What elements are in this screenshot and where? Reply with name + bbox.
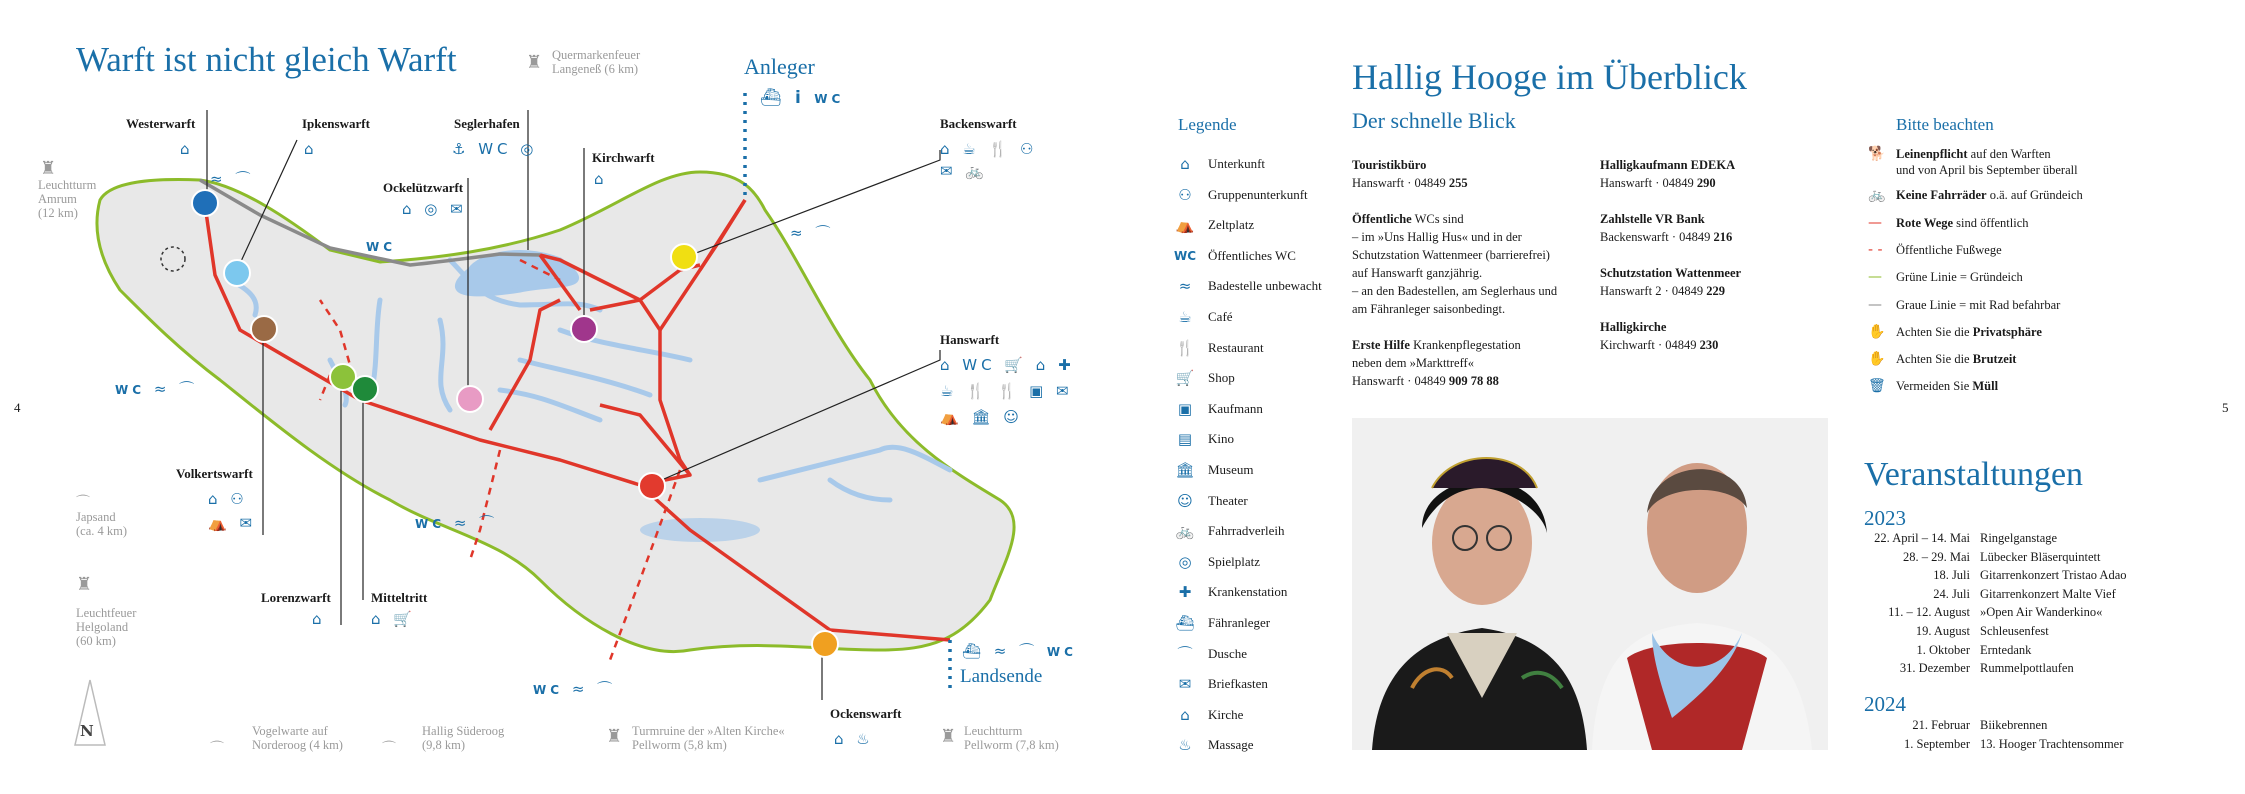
event-title: Schleusenfest [1980, 624, 2049, 638]
event-title: Gitarrenkonzert Malte Vief [1980, 586, 2116, 601]
info-head: Öffentliche [1352, 212, 1412, 226]
note-item [1868, 297, 2060, 313]
wc-icon: WC [1046, 645, 1077, 659]
legend-label: Spielplatz [1208, 553, 1260, 569]
red-dashed-icon: - - [1868, 242, 1883, 258]
info-head: Erste Hilfe [1352, 338, 1410, 352]
legend-label: Kirche [1208, 706, 1244, 722]
info-phone: 229 [1706, 284, 1725, 298]
page-subtitle: Der schnelle Blick [1352, 108, 1516, 133]
landmark-turmruine [632, 724, 785, 752]
notes-title: Bitte beachten [1896, 115, 1994, 134]
legend-label: Öffentliches WC [1208, 247, 1296, 263]
wc-cluster-landsende: ⛴ ≈ ⌒ WC [962, 642, 1077, 660]
mitteltritt-icons: ⌂ 🛒 [371, 610, 416, 628]
legend-label: Fahrradverleih [1208, 523, 1285, 539]
info-phone: 909 78 88 [1448, 374, 1499, 388]
label-ipkenswarft: Ipkenswarft [302, 116, 370, 131]
legend-label: Badestelle unbewacht [1208, 278, 1322, 294]
wc-icon: WC [115, 383, 146, 397]
landmark-line: (ca. 4 km) [76, 524, 128, 538]
grey-line-icon: — [1868, 297, 1882, 313]
landmark-helgoland [76, 606, 136, 648]
label-kirchwarft: Kirchwarft [592, 150, 655, 165]
legend-label: Kino [1208, 431, 1234, 447]
kaufmann-icon: ▣ [1177, 399, 1193, 418]
event-title: Lübecker Bläserquintett [1980, 549, 2101, 564]
event-title: »Open Air Wanderkino« [1980, 605, 2103, 620]
restaurant-icon: 🍴 [1175, 338, 1195, 357]
event-date: 1. September [1904, 736, 1970, 751]
ockeluetzwarft-icons: ⌂ ◎ ✉ [402, 200, 467, 218]
label-seglerhafen: Seglerhafen [454, 116, 520, 131]
note-fragment: Leinenpflicht [1896, 147, 1968, 161]
event-date: 31. Dezember [1899, 661, 1970, 676]
cafe-icon: ☕ [1178, 308, 1192, 326]
island-icon: ⌒ [382, 741, 396, 757]
legend-label: Dusche [1208, 645, 1247, 661]
info-phone: 290 [1696, 176, 1716, 190]
north-label: N [80, 722, 94, 740]
info-head: Schutzstation Wattenmeer [1600, 266, 1742, 280]
page-number-left: 4 [14, 400, 21, 415]
info-text: – an den Badestellen, am Seglerhaus und [1352, 284, 1558, 298]
island-land [97, 172, 1014, 652]
legend-label: Zeltplatz [1208, 217, 1255, 233]
info-text: WCs sind [1411, 212, 1464, 226]
event-title: 13. Hooger Trachtensommer [1980, 736, 2124, 751]
map-title: Warft ist nicht gleich Warft [76, 40, 457, 79]
mail-icon: ✉ [1178, 675, 1192, 694]
ockenswarft-icons: ⌂ ♨ [834, 730, 874, 748]
legend-label: Kaufmann [1208, 400, 1263, 416]
landmark-line: (12 km) [38, 206, 78, 220]
lorenzwarft-icons: ⌂ [312, 610, 326, 628]
note-item [1868, 324, 2042, 340]
note-text [1896, 215, 2029, 231]
legend-label: Theater [1208, 492, 1248, 508]
event-row [1860, 718, 2240, 736]
landmark-line: Vogelwarte auf [252, 724, 328, 738]
landmark-japsand [76, 510, 127, 538]
legend-item [1170, 735, 1254, 755]
event-date: 1. Oktober [1916, 642, 1970, 657]
landmark-line: Langeneß (6 km) [552, 62, 639, 76]
legend-label: Briefkasten [1208, 676, 1268, 692]
swim-icon: ≈ [1178, 277, 1192, 296]
note-fragment: sind öffentlich [1953, 216, 2029, 230]
lighthouse-icon: ♜ [940, 726, 957, 747]
note-text [1896, 351, 2016, 367]
info-text: neben dem »Markttreff« [1352, 356, 1474, 370]
note-fragment: o.ä. auf Gründeich [1986, 188, 2083, 202]
legend-item [1170, 521, 1285, 541]
marker-ockenswarft [811, 630, 839, 658]
legend-item [1170, 429, 1234, 449]
info-zahlstelle [1600, 210, 1840, 246]
bath-cluster-anleger: ≈ ⌒ [790, 224, 835, 242]
event-row [1860, 605, 2240, 623]
event-date: 22. April – 14. Mai [1874, 531, 1970, 545]
photo-couple-in-costume [1352, 418, 1828, 750]
legend-item [1170, 246, 1296, 266]
massage-icon: ♨ [1178, 736, 1192, 755]
marker-hanswarft [638, 472, 666, 500]
note-fragment: Keine Fahrräder [1896, 188, 1987, 202]
legend-item [1170, 552, 1260, 572]
hospital-icon: ✚ [1178, 583, 1192, 602]
event-title: Gitarrenkonzert Tristao Adao [1980, 568, 2127, 583]
note-item [1868, 378, 1998, 394]
landmark-line: Norderoog (4 km) [252, 738, 343, 752]
label-lorenzwarft: Lorenzwarft [261, 590, 331, 605]
landmark-line: Leuchtturm [38, 178, 97, 192]
label-ockeluetzwarft: Ockelützwarft [383, 180, 464, 195]
landmark-line: Japsand [76, 510, 116, 524]
info-column-1 [1352, 156, 1592, 390]
volkertswarft-icons-2: ⛺ ✉ [208, 514, 257, 532]
info-text: am Fähranleger saisonbedingt. [1352, 302, 1506, 316]
events-year-2023: 2023 [1864, 506, 1906, 530]
wc-icon: WC [533, 683, 564, 697]
note-text [1896, 297, 2060, 313]
anleger-icons: ⛴ i WC [760, 88, 845, 108]
event-row [1860, 737, 2240, 755]
legend-label: Massage [1208, 737, 1254, 753]
info-head: Halligkaufmann EDEKA [1600, 158, 1736, 172]
legend-title: Legende [1178, 115, 1237, 134]
event-date: 28. – 29. Mai [1902, 549, 1970, 564]
info-text: Hanswarft · 04849 [1600, 176, 1697, 190]
marker-ockeluetzwarft [456, 385, 484, 413]
hanswarft-icons-1: ⌂ WC 🛒 ⌂ ✚ [940, 356, 1075, 374]
hanswarft-icons-2: ☕ 🍴 🍴 ▣ ✉ [940, 382, 1073, 400]
legend-item [1170, 368, 1235, 388]
kirchwarft-icons: ⌂ [594, 170, 608, 188]
note-fragment: Achten Sie die [1896, 352, 1973, 366]
legend-item [1170, 338, 1264, 358]
landmark-line: Leuchtfeuer [76, 606, 137, 620]
landmark-line: (9,8 km) [422, 738, 466, 752]
landmark-line: Pellworm (5,8 km) [632, 738, 727, 752]
event-row [1860, 643, 2240, 661]
backenswarft-icons-1: ⌂ ☕ 🍴 ⚇ [940, 140, 1038, 158]
legend-item [1170, 215, 1254, 235]
lighthouse-icon: ♜ [40, 158, 57, 179]
event-date: 18. Juli [1933, 568, 1970, 583]
legend-label: Krankenstation [1208, 584, 1288, 600]
info-text: – im »Uns Hallig Hus« und in der [1352, 230, 1522, 244]
events-year-2024: 2024 [1864, 692, 1906, 716]
note-text [1896, 187, 2083, 203]
note-fragment: Grüne Linie = Gründeich [1896, 270, 2023, 284]
note-item [1868, 187, 2083, 203]
note-text [1896, 324, 2042, 340]
info-erste-hilfe [1352, 336, 1592, 390]
event-title: Ringelganstage [1980, 531, 2058, 545]
landmark-line: Pellworm (7,8 km) [964, 738, 1059, 752]
legend-label: Unterkunft [1208, 156, 1266, 171]
page-number-right: 5 [2222, 400, 2229, 415]
info-text: Backenswarft · 04849 [1600, 230, 1714, 244]
event-title: Biikebrennen [1980, 718, 2048, 732]
info-text: auf Hanswarft ganzjährig. [1352, 266, 1483, 280]
note-item [1868, 215, 2029, 231]
note-fragment: und von April bis September überall [1896, 163, 2078, 177]
legend-label: Museum [1208, 462, 1254, 477]
legend-item [1170, 582, 1287, 602]
privacy-icon: ✋ [1868, 324, 1886, 340]
nest-icon: ✋ [1868, 351, 1886, 367]
event-date: 19. August [1915, 624, 1970, 638]
landmark-amrum [38, 178, 96, 220]
note-fragment: Achten Sie die [1896, 325, 1973, 339]
event-date: 24. Juli [1933, 586, 1970, 601]
legend-item [1170, 674, 1268, 694]
landmark-sueeroog [422, 724, 504, 752]
note-text [1896, 242, 2002, 258]
note-fragment: auf den Warften [1967, 147, 2051, 161]
marker-backenswarft [670, 243, 698, 271]
info-phone: 255 [1448, 176, 1468, 190]
note-item [1868, 269, 2023, 285]
note-item [1868, 146, 2078, 178]
legend-label: Shop [1208, 370, 1235, 386]
legend-label: Restaurant [1208, 339, 1264, 355]
legend-item [1170, 491, 1248, 511]
info-phone: 216 [1713, 230, 1733, 244]
event-date: 21. Februar [1912, 718, 1970, 732]
shower-icon: ⌒ [1177, 645, 1193, 664]
theater-icon: ☺ [1177, 491, 1193, 510]
event-row [1860, 550, 2240, 568]
red-line-icon: — [1868, 215, 1882, 231]
marker-westerwarft [191, 189, 219, 217]
legend-item [1170, 613, 1270, 633]
info-text: Schutzstation Wattenmeer (barrierefrei) [1352, 248, 1550, 262]
landmark-line: Hallig Süderoog [422, 724, 505, 738]
legend-label: Fähranleger [1208, 615, 1271, 630]
house-icon: ⌂ [1180, 155, 1190, 173]
note-text [1896, 378, 1998, 394]
no-bike-icon: 🚲 [1868, 187, 1886, 203]
info-head: Zahlstelle VR Bank [1600, 212, 1705, 226]
marker-ipkenswarft [223, 259, 251, 287]
note-text [1896, 269, 2023, 285]
backenswarft-icons-2: ✉ 🚲 [940, 162, 989, 180]
legend-item [1170, 307, 1233, 327]
kino-icon: ▤ [1177, 430, 1193, 449]
note-fragment: Müll [1972, 379, 1999, 393]
landmark-quermarkenfeuer [552, 48, 640, 76]
info-halligkaufmann [1600, 156, 1840, 192]
legend-item [1170, 185, 1308, 205]
label-hanswarft: Hanswarft [940, 332, 1000, 347]
wc-icon: WC [1173, 248, 1197, 263]
note-fragment: Rote Wege [1896, 216, 1954, 230]
green-line-icon: — [1868, 269, 1882, 285]
note-fragment: Öffentliche Fußwege [1896, 243, 2002, 257]
museum-icon: 🏛 [1175, 461, 1195, 479]
bike-icon: 🚲 [1175, 522, 1195, 541]
tent-icon: ⛺ [1175, 216, 1195, 235]
info-head: Touristikbüro [1352, 158, 1427, 172]
lighthouse-icon: ♜ [526, 52, 543, 73]
volkertswarft-icons-1: ⌂ ⚇ [208, 490, 248, 508]
shop-icon: 🛒 [1175, 369, 1195, 388]
sandbank-icon: ⌒ [76, 495, 90, 511]
marker-mitteltritt [351, 375, 379, 403]
landmark-line: (60 km) [76, 634, 116, 648]
wc-icon: WC [415, 517, 446, 531]
info-text: Hanswarft · 04849 [1352, 176, 1449, 190]
legend-item [1170, 399, 1263, 419]
info-text: Kirchwarft · 04849 [1600, 338, 1700, 352]
legend-item [1170, 644, 1247, 664]
info-touristik [1352, 156, 1592, 192]
marker-kirchwarft [570, 315, 598, 343]
westerwarft-bath-icons: ≈ ⌒ [210, 170, 255, 188]
legend-item [1170, 276, 1322, 296]
legend-label: Café [1208, 309, 1233, 324]
legend-item [1170, 705, 1243, 725]
note-item [1868, 242, 2002, 258]
church-icon: ⌂ [1180, 705, 1190, 724]
legend-item [1170, 154, 1265, 174]
wc-cluster-west: WC ≈ ⌒ [115, 380, 199, 398]
legend-label: Gruppenunterkunft [1208, 186, 1308, 202]
event-row [1860, 587, 2240, 605]
wc-cluster-bottom: WC ≈ ⌒ [533, 680, 617, 698]
ferry-icon: ⛴ [1175, 614, 1195, 632]
label-volkertswarft: Volkertswarft [176, 466, 253, 481]
events-title: Veranstaltungen [1864, 456, 2084, 493]
landmark-line: Turmruine der »Alten Kirche« [632, 724, 785, 738]
legend-item [1170, 460, 1254, 480]
westerwarft-icons: ⌂ [180, 140, 194, 158]
label-ockenswarft: Ockenswarft [830, 706, 902, 721]
note-fragment: Privatsphäre [1972, 325, 2042, 339]
event-row [1860, 624, 2240, 642]
anleger-label: Anleger [744, 54, 815, 79]
ipkenswarft-icons: ⌂ [304, 140, 318, 158]
note-fragment: Brutzeit [1972, 352, 2017, 366]
dog-leash-icon: 🐕 [1868, 146, 1886, 162]
playground-icon: ◎ [1178, 552, 1192, 571]
ruin-icon: ♜ [606, 726, 623, 747]
info-phone: 230 [1699, 338, 1719, 352]
landmark-line: Leuchtturm [964, 724, 1023, 738]
island-icon: ⌒ [210, 741, 224, 757]
event-row [1860, 661, 2240, 679]
label-mitteltritt: Mitteltritt [371, 590, 428, 605]
landmark-pellworm [964, 724, 1059, 752]
note-fragment: Graue Linie = mit Rad befahrbar [1896, 298, 2061, 312]
landmark-line: Quermarkenfeuer [552, 48, 641, 62]
info-halligkirche [1600, 318, 1840, 354]
group-icon: ⚇ [1178, 185, 1192, 204]
landmark-line: Amrum [38, 192, 77, 206]
landmark-line: Helgoland [76, 620, 129, 634]
info-text: Hanswarft 2 · 04849 [1600, 284, 1707, 298]
page-title: Hallig Hooge im Überblick [1352, 57, 1747, 97]
info-head: Halligkirche [1600, 320, 1667, 334]
info-text: Hanswarft · 04849 [1352, 374, 1449, 388]
label-westerwarft: Westerwarft [126, 116, 196, 131]
marker-volkertswarft [250, 315, 278, 343]
info-column-2 [1600, 156, 1840, 354]
wc-cluster-south: WC ≈ ⌒ [415, 514, 499, 532]
wc-cluster-1: WC [366, 240, 397, 254]
event-date: 11. – 12. August [1888, 605, 1970, 620]
landsende-label: Landsende [960, 666, 1043, 687]
note-text [1896, 146, 2078, 178]
label-backenswarft: Backenswarft [940, 116, 1017, 131]
lighthouse-icon: ♜ [76, 574, 93, 595]
info-wc [1352, 210, 1592, 318]
note-item [1868, 351, 2016, 367]
event-title: Rummelpottlaufen [1980, 661, 2074, 676]
seglerhafen-icons: ⚓ WC ◎ [452, 140, 538, 158]
trash-icon: 🗑 [1868, 378, 1886, 394]
note-fragment: Vermeiden Sie [1896, 379, 1973, 393]
landmark-vogelwarte [252, 724, 343, 752]
info-schutzstation [1600, 264, 1840, 300]
event-row [1860, 568, 2240, 586]
info-text: Krankenpflegestation [1409, 338, 1521, 352]
hanswarft-icons-3: ⛺ 🏛 ☺ [940, 408, 1023, 426]
event-title: Erntedank [1980, 642, 2032, 657]
event-row [1860, 531, 2240, 549]
